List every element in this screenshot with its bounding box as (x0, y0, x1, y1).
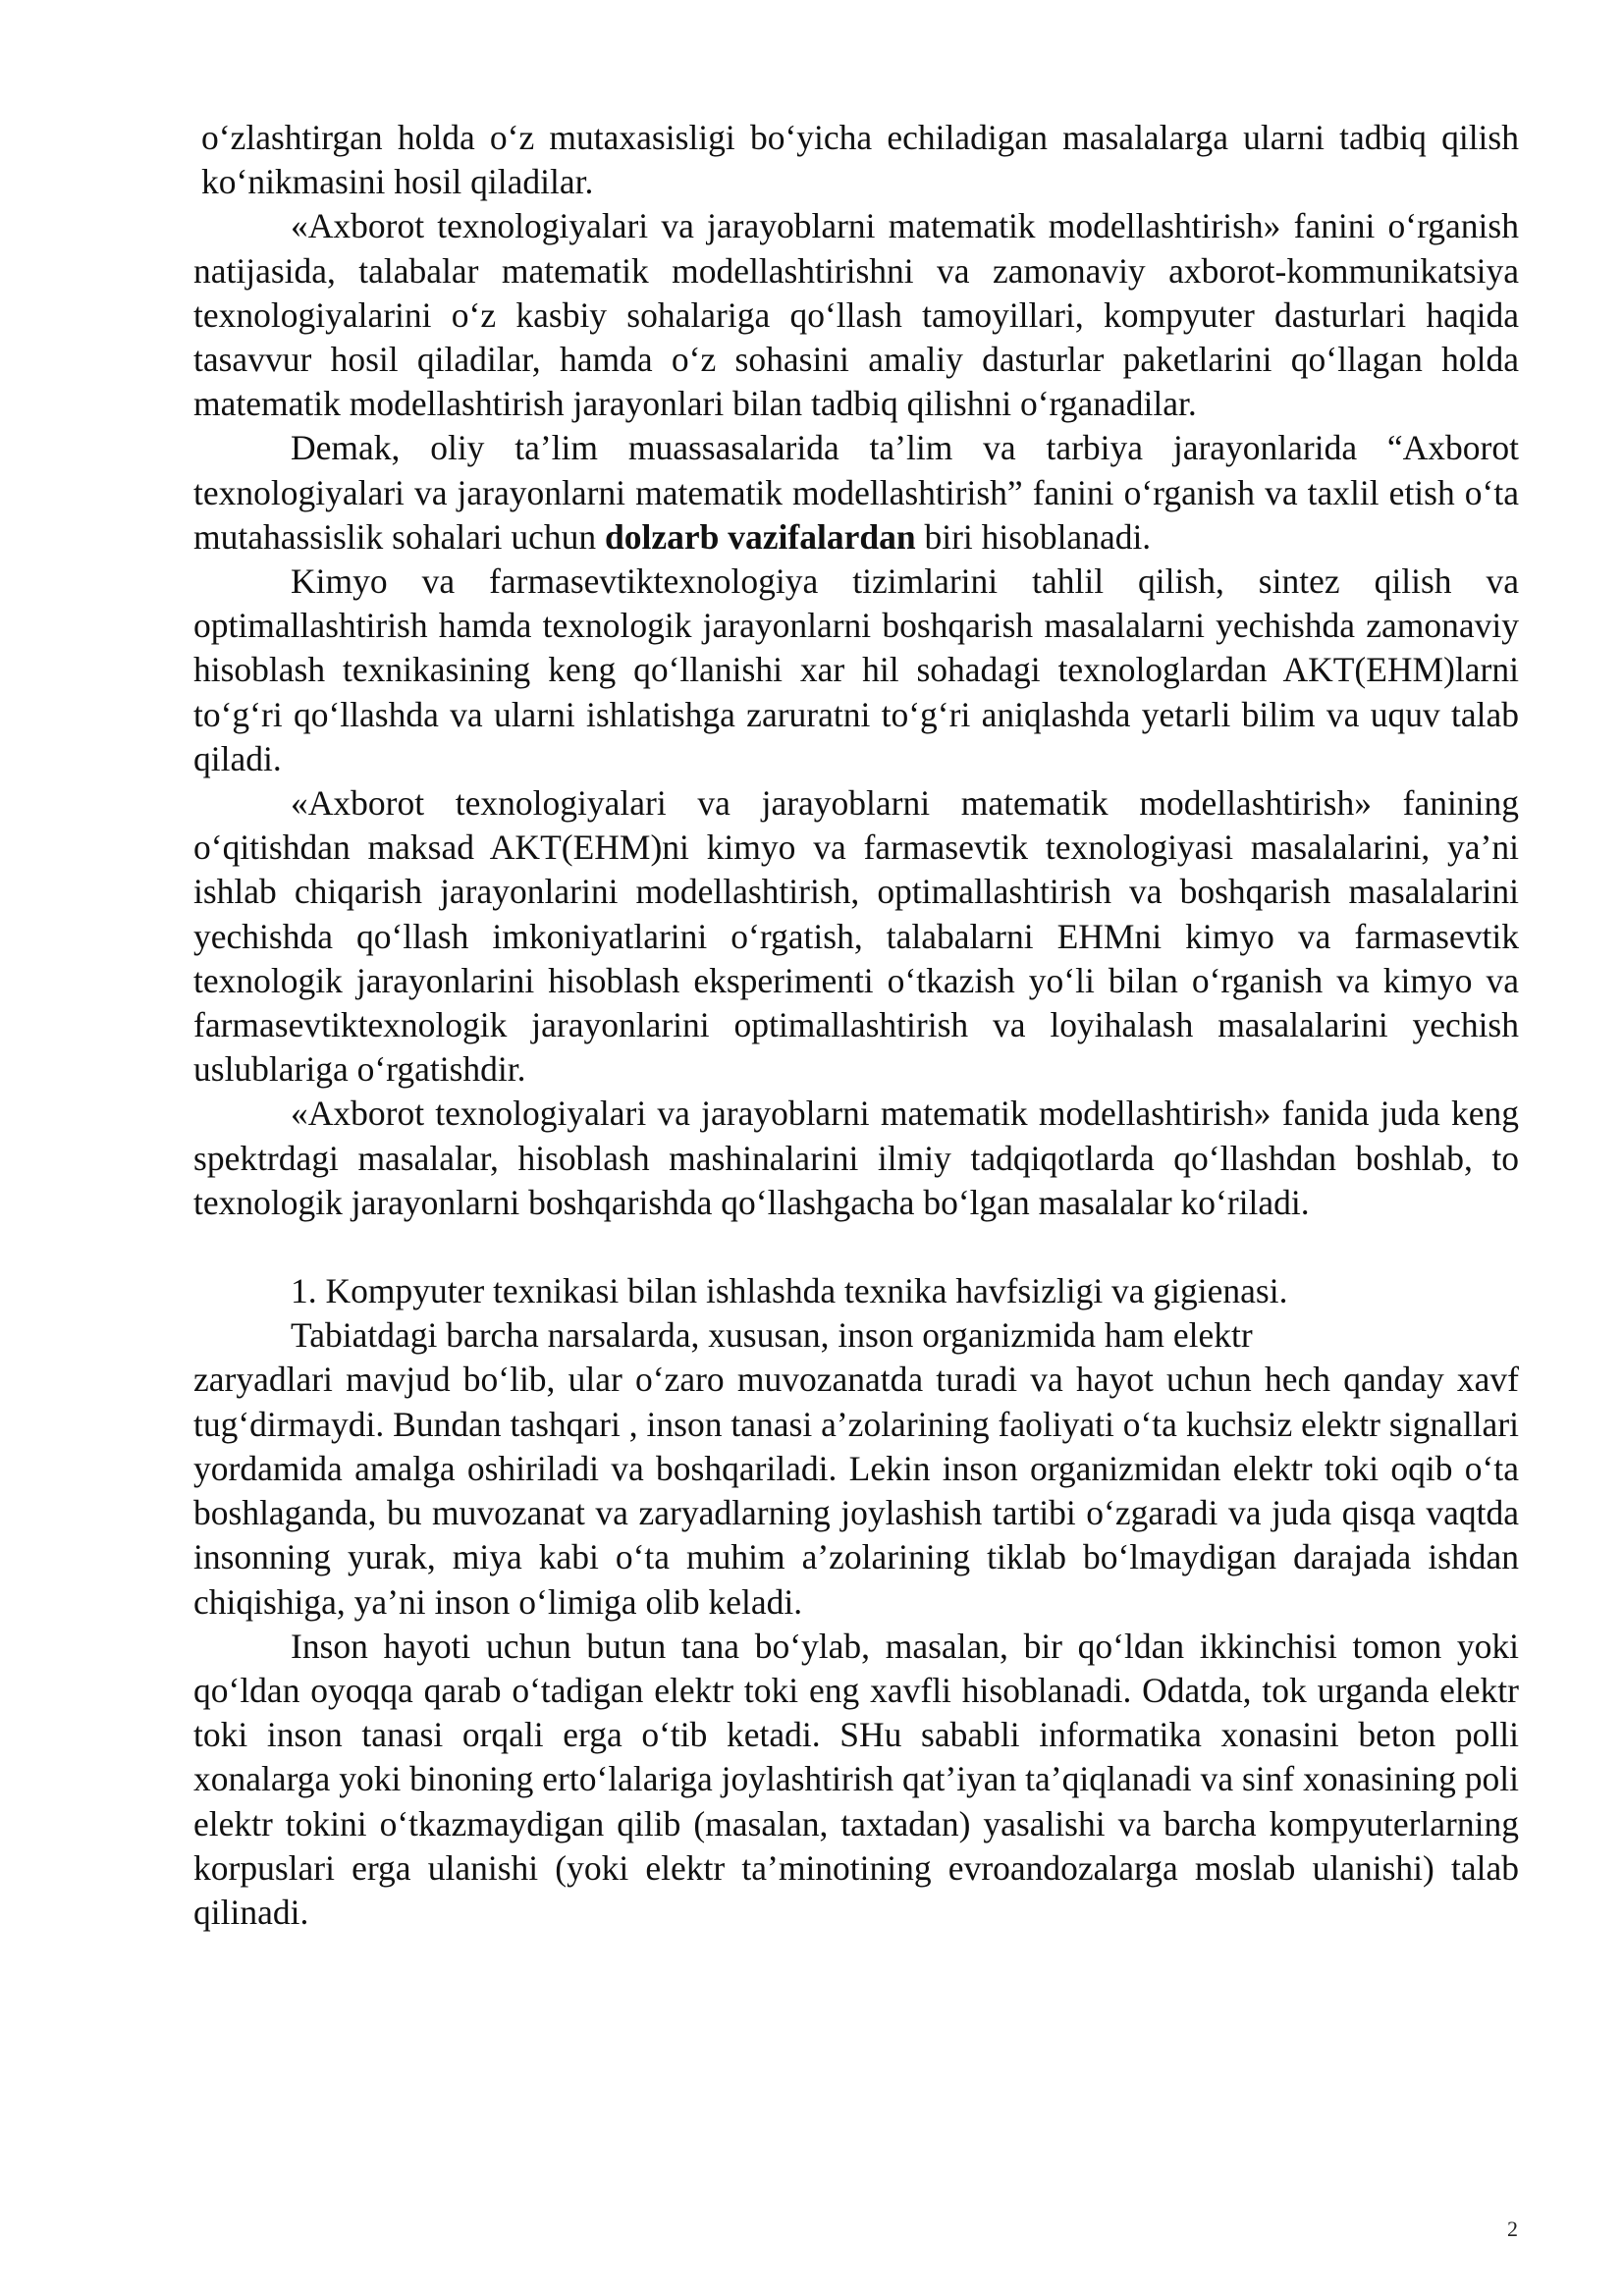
paragraph-course-outcomes: «Axborot texnologiyalari va jarayoblarni matematik modellashtirish» fanini o‘rganish natijasida, talabalar matematik modellashtirishni va zamonaviy axborot-kommunikatsiya texnologiyalarini o‘z kasbiy sohalariga qo‘llash tamoyillari, kompyuter dasturlari haqida tasavvur hosil qiladilar, hamda o‘z sohasini amaliy dasturlar paketlarini qo‘llagan holda matematik modellashtirish jarayonlari bilan tadbiq qilishni o‘rganadilar. (193, 206, 1519, 424)
paragraph-electric-charges-first-line: Tabiatdagi barcha narsalarda, xususan, inson organizmida ham elektr (291, 1315, 1253, 1356)
document-page (193, 116, 1519, 1935)
paragraph-course-goal: «Axborot texnologiyalari va jarayoblarni matematik modellashtirish» fanining o‘qitishdan maksad AKT(EHM)ni kimyo va farmasevtik texnologiyasi masalalarini, ya’ni ishlab chiqarish jarayonlarini modellashtirish, optimallashtirish va boshqarish masalalarini yechishda qo‘llash imkoniyatlarini o‘rgatish, talabalarni EHMni kimyo va farmasevtik texnologik jarayonlarini hisoblash eksperimenti o‘tkazish yo‘li bilan o‘rganish va kimyo va farmasevtiktexnologik jarayonlarini optimallashtirish va loyihalash masalalarini yechish uslublariga o‘rgatishdir. (193, 783, 1519, 1090)
paragraph-relevance-text-before: Demak, oliy ta’lim muassasalarida ta’lim va tarbiya jarayonlarida “Axborot texnologiyalari va jarayonlarni matematik modellashtirish” fanini o‘rganish va taxlil etish o‘ta mutahassislik sohalari uchun (193, 428, 1519, 557)
paragraph-chemistry-systems: Kimyo va farmasevtiktexnologiya tizimlarini tahlil qilish, sintez qilish va optimallashtirish hamda texnologik jarayonlarni boshqarish masalalarni yechishda zamonaviy hisoblash texnikasining keng qo‘llanishi xar hil sohadagi texnologlardan AKT(EHM)larni to‘g‘ri qo‘llashda va ularni ishlatishga zaruratni to‘g‘ri aniqlashda yetarli bilim va uquv talab qiladi. (193, 561, 1519, 778)
bold-phrase: dolzarb vazifalardan (605, 516, 916, 557)
section-heading: 1. Kompyuter texnikasi bilan ishlashda texnika havfsizligi va gigienasi. (291, 1271, 1288, 1311)
paragraph-electric-safety: Inson hayoti uchun butun tana bo‘ylab, masalan, bir qo‘ldan ikkinchisi tomon yoki qo‘ldan oyoqqa qarab o‘tadigan elektr toki eng xavfli hisoblanadi. Odatda, tok urganda elektr toki inson tanasi orqali erga o‘tib ketadi. SHu sababli informatika xonasini beton polli xonalarga yoki binoning erto‘lalariga joylashtirish qat’iyan ta’qiqlanadi va sinf xonasining poli elektr tokini o‘tkazmaydigan qilib (masalan, taxtadan) yasalishi va barcha kompyuterlarning korpuslari erga ulanishi (yoki elektr ta’minotining evroandozalarga moslab ulanishi) talab qilinadi. (193, 1626, 1520, 1932)
paragraph-relevance (193, 426, 1519, 560)
paragraph-relevance-text-after: biri hisoblanadi. (915, 516, 1152, 557)
paragraph-course-scope: «Axborot texnologiyalari va jarayoblarni matematik modellashtirish» fanida juda keng spektrdagi masalalar, hisoblash mashinalarini ilmiy tadqiqotlarda qo‘llashdan boshlab, to texnologik jarayonlarni boshqarishda qo‘llashgacha bo‘lgan masalalar ko‘riladi. (193, 1094, 1519, 1222)
page-number: 2 (1507, 2216, 1518, 2241)
paragraph-electric-charges: zaryadlari mavjud bo‘lib, ular o‘zaro muvozanatda turadi va hayot uchun hech qanday xavf tug‘dirmaydi. Bundan tashqari , inson tanasi a’zolarining faoliyati o‘ta kuchsiz elektr signallari yordamida amalga oshiriladi va boshqariladi. Lekin inson organizmidan elektr toki oqib o‘ta boshlaganda, bu muvozanat va zaryadlarning joylashish tartibi o‘zgaradi va juda qisqa vaqtda insonning yurak, miya kabi o‘ta muhim a’zolarining tiklab bo‘lmaydigan darajada ishdan chiqishiga, ya’ni inson o‘limiga olib keladi. (193, 1360, 1519, 1622)
paragraph-continuation: o‘zlashtirgan holda o‘z mutaxasisligi bo‘yicha echiladigan masalalarga ularni tadbiq qilish ko‘nikmasini hosil qiladilar. (201, 118, 1519, 202)
